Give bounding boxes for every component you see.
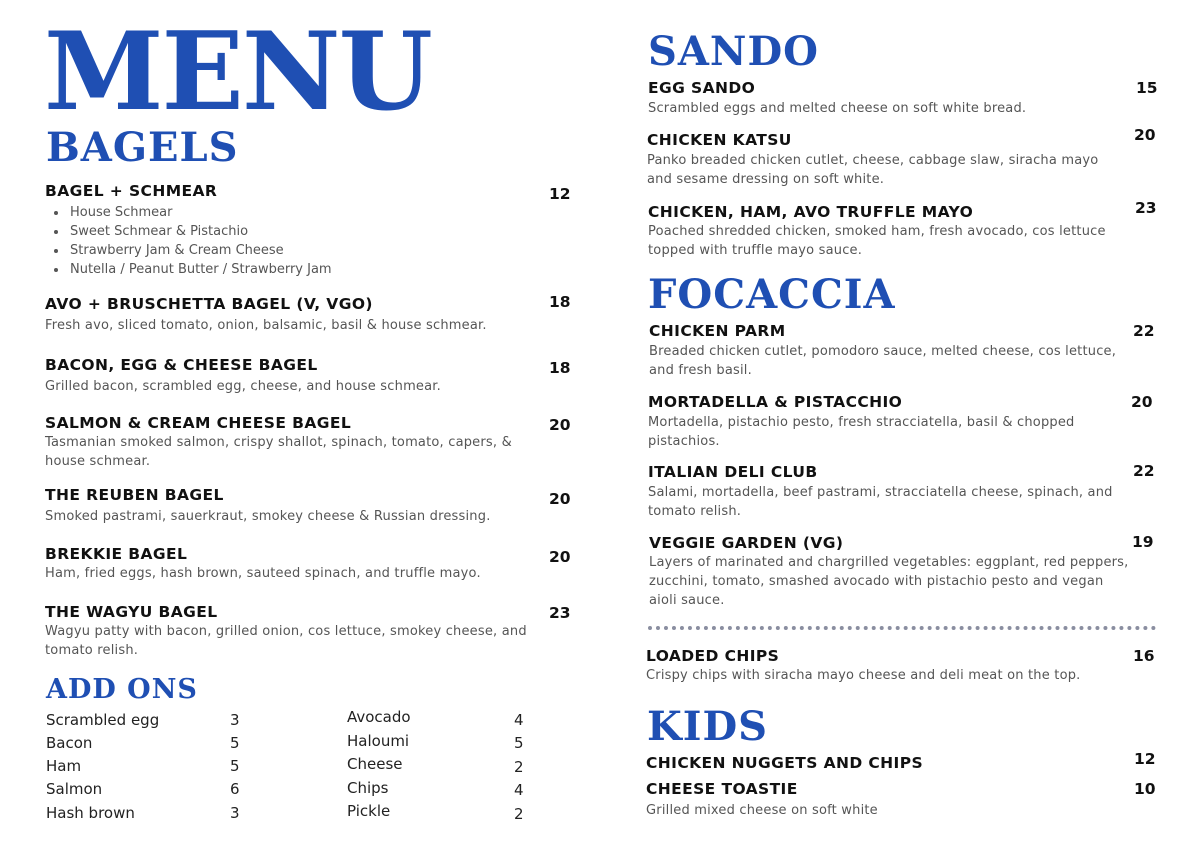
menu-item — [45, 545, 545, 583]
item-desc: Crispy chips with siracha mayo cheese and deli meat on the top. — [646, 668, 1081, 683]
addon-name: Haloumi — [347, 732, 410, 750]
sando-heading: SANDO — [648, 28, 820, 75]
item-name: MORTADELLA & PISTACCHIO — [648, 393, 903, 411]
menu-item — [646, 780, 1126, 820]
schmear-options — [46, 203, 332, 279]
item-desc: Fresh avo, sliced tomato, onion, balsamic, basil & house schmear. — [45, 318, 487, 333]
menu-item — [647, 131, 1127, 189]
schmear-option: • House Schmear — [68, 203, 332, 222]
bagels-heading: BAGELS — [46, 124, 239, 171]
item-name: BREKKIE BAGEL — [45, 545, 188, 563]
item-name: THE REUBEN BAGEL — [45, 486, 224, 504]
item-desc: Poached shredded chicken, smoked ham, fresh avocado, cos lettuce topped with truffle mayo sauce. — [648, 224, 1106, 258]
item-price: 20 — [549, 416, 571, 434]
item-price: 22 — [1133, 322, 1155, 340]
addon-price: 5 — [514, 734, 524, 752]
item-name: VEGGIE GARDEN (VG) — [649, 534, 844, 552]
item-price: 16 — [1133, 647, 1155, 665]
item-price: 20 — [1131, 393, 1153, 411]
item-desc: Grilled mixed cheese on soft white — [646, 803, 878, 818]
addon-price: 4 — [514, 711, 524, 729]
menu-item — [649, 322, 1129, 380]
addon-price: 3 — [230, 711, 240, 729]
item-desc: Smoked pastrami, sauerkraut, smokey cheese & Russian dressing. — [45, 509, 491, 524]
item-price: 15 — [1136, 79, 1158, 97]
schmear-option: • Sweet Schmear & Pistachio — [68, 222, 332, 241]
kids-heading: KIDS — [647, 703, 769, 750]
item-name: AVO + BRUSCHETTA BAGEL (V, VGO) — [45, 295, 373, 313]
menu-item — [646, 647, 1126, 685]
menu-item — [649, 534, 1129, 610]
item-desc: Mortadella, pistachio pesto, fresh stracciatella, basil & chopped pistachios. — [648, 415, 1075, 449]
item-desc: Scrambled eggs and melted cheese on soft white bread. — [648, 101, 1027, 116]
menu-item — [45, 356, 545, 396]
addon-name: Salmon — [46, 780, 103, 798]
addon-name: Cheese — [347, 755, 403, 773]
item-name: CHICKEN PARM — [649, 322, 786, 340]
item-desc: Breaded chicken cutlet, pomodoro sauce, melted cheese, cos lettuce, and fresh basil. — [649, 344, 1117, 378]
item-price: 20 — [549, 490, 571, 508]
item-name: CHICKEN KATSU — [647, 131, 792, 149]
menu-item — [648, 393, 1128, 451]
addon-name: Scrambled egg — [46, 711, 160, 729]
item-desc: Tasmanian smoked salmon, crispy shallot, spinach, tomato, capers, & house schmear. — [45, 435, 512, 469]
item-price: 12 — [1134, 750, 1156, 768]
item-price: 23 — [549, 604, 571, 622]
menu-item — [648, 463, 1128, 521]
menu-item — [45, 414, 545, 471]
item-name: THE WAGYU BAGEL — [45, 603, 218, 621]
addons-heading: ADD ONS — [46, 674, 198, 705]
item-price: 20 — [1134, 126, 1156, 144]
addon-price: 4 — [514, 781, 524, 799]
menu-item — [45, 295, 545, 335]
item-desc: Layers of marinated and chargrilled vegetables: eggplant, red peppers, zucchini, tomato, smashed avocado with pistachio pesto and vegan aioli sauce. — [649, 555, 1129, 608]
dotted-divider — [648, 626, 1156, 630]
item-price: 23 — [1135, 199, 1157, 217]
addon-price: 2 — [514, 805, 524, 823]
menu-item — [648, 203, 1128, 260]
item-price: 18 — [549, 293, 571, 311]
schmear-option: • Nutella / Peanut Butter / Strawberry Jam — [68, 260, 332, 279]
menu-title: MENU — [44, 9, 431, 135]
item-desc: Salami, mortadella, beef pastrami, stracciatella cheese, spinach, and tomato relish. — [648, 485, 1113, 519]
item-desc: Grilled bacon, scrambled egg, cheese, and house schmear. — [45, 379, 441, 394]
item-name: ITALIAN DELI CLUB — [648, 463, 818, 481]
addon-price: 5 — [230, 757, 240, 775]
addon-price: 2 — [514, 758, 524, 776]
menu-item — [45, 486, 545, 526]
item-price: 18 — [549, 359, 571, 377]
bagel-schmear-name: BAGEL + SCHMEAR — [45, 182, 218, 200]
item-name: EGG SANDO — [648, 79, 756, 97]
focaccia-heading: FOCACCIA — [648, 271, 896, 318]
addon-name: Chips — [347, 779, 389, 797]
addon-price: 3 — [230, 804, 240, 822]
item-price: 19 — [1132, 533, 1154, 551]
addon-price: 5 — [230, 734, 240, 752]
item-name: CHICKEN, HAM, AVO TRUFFLE MAYO — [648, 203, 974, 221]
item-price: 22 — [1133, 462, 1155, 480]
addon-price: 6 — [230, 780, 240, 798]
item-name: CHICKEN NUGGETS AND CHIPS — [646, 754, 924, 772]
addon-name: Hash brown — [46, 804, 135, 822]
item-name: LOADED CHIPS — [646, 647, 780, 665]
item-price: 10 — [1134, 780, 1156, 798]
menu-item — [45, 603, 545, 660]
item-desc: Ham, fried eggs, hash brown, sauteed spinach, and truffle mayo. — [45, 566, 481, 581]
item-desc: Wagyu patty with bacon, grilled onion, cos lettuce, smokey cheese, and tomato relish. — [45, 624, 527, 658]
item-name: BACON, EGG & CHEESE BAGEL — [45, 356, 318, 374]
addon-name: Bacon — [46, 734, 93, 752]
item-price: 20 — [549, 548, 571, 566]
item-desc: Panko breaded chicken cutlet, cheese, cabbage slaw, siracha mayo and sesame dressing on soft white. — [647, 153, 1099, 187]
menu-item — [648, 79, 1128, 118]
addon-name: Pickle — [347, 802, 391, 820]
item-name: SALMON & CREAM CHEESE BAGEL — [45, 414, 352, 432]
bagel-schmear-price: 12 — [549, 185, 571, 203]
schmear-option: • Strawberry Jam & Cream Cheese — [68, 241, 332, 260]
item-name: CHEESE TOASTIE — [646, 780, 798, 798]
addon-name: Avocado — [347, 708, 411, 726]
addon-name: Ham — [46, 757, 82, 775]
